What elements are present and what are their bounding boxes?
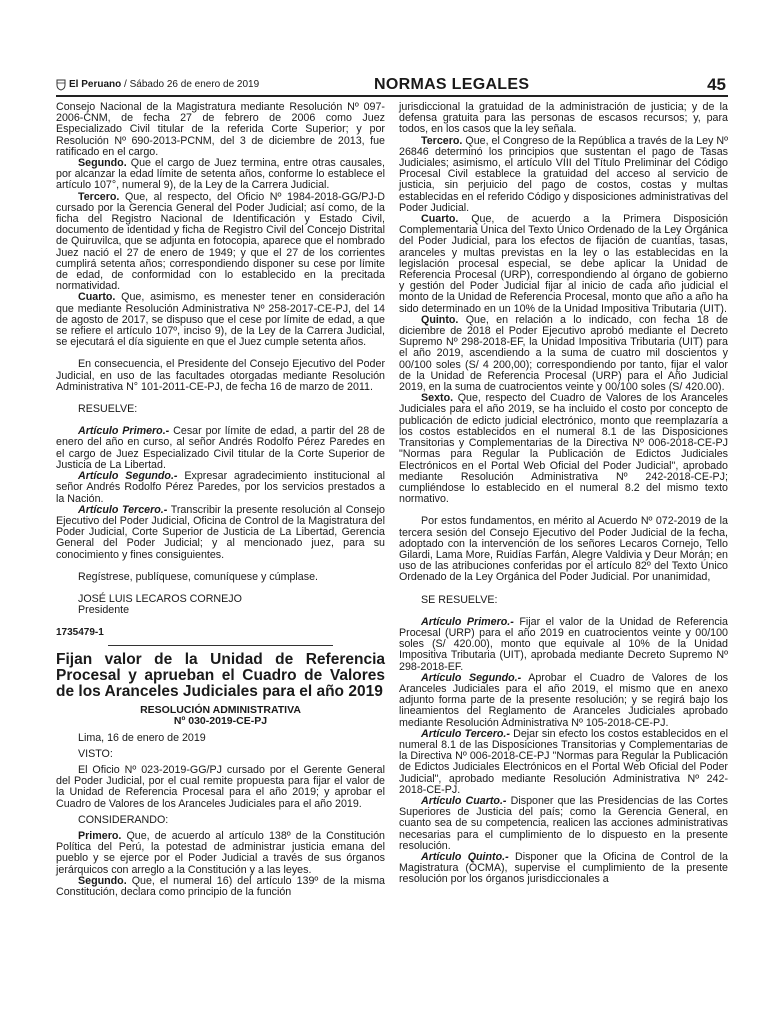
paragraph xyxy=(399,393,728,505)
resolution-type: RESOLUCIÓN ADMINISTRATIVA xyxy=(140,703,301,716)
lead-term: Tercero. xyxy=(78,190,120,203)
paragraph xyxy=(399,136,728,214)
lead-term: Cuarto. xyxy=(78,291,116,304)
article xyxy=(399,673,728,729)
se-resuelve-heading: SE RESUELVE: xyxy=(421,593,498,606)
article-text: Cesar por límite de edad, a partir del 28 de enero del año en curso, al señor Andrés Rodolfo Pérez Paredes en el cargo de Juez Especializado Civil titular de la Corte Superior de Justicia de La Libertad. xyxy=(56,425,385,471)
resolution-title: Fijan valor de la Unidad de Referencia Procesal y aprueban el Cuadro de Valores de los Aranceles Judiciales para el año 2019 xyxy=(56,650,385,700)
paragraph: Por estos fundamentos, en mérito al Acuerdo Nº 072-2019 de la tercera sesión del Consejo Ejecutivo del Poder Judicial de la fecha, adoptado con la intervención de los señores Lecaros Cornejo, Tello Gilardi, Lama More, Ruidías Farfán, Alegre Valdivia y Deur Morán; en uso de las atribuciones conferidas por el artículo 82º del Texto Único Ordenado de la Ley Orgánica del Poder Judicial. Por unanimidad, xyxy=(399,515,728,584)
reference-number: 1735479-1 xyxy=(56,627,104,639)
lead-term: Segundo. xyxy=(78,874,127,887)
closing-formula: Regístrese, publíquese, comuníquese y cúmplase. xyxy=(78,570,319,583)
paragraph xyxy=(56,158,385,192)
article-text: Disponer que la Oficina de Control de la Magistratura (OCMA), supervise el cumplimiento de la presente resolución por los órganos jurisdiccionales a xyxy=(399,851,728,886)
paragraph-text: Que, al respecto, del Oficio Nº 1984-2018-GG/PJ-D cursado por la Gerencia General del Poder Judicial; así como, de la ficha del Registro Nacional de Identificación y Estado Civil, documento de identidad y ficha de Registro Civil del Concejo Distrital de Quiruvilca, que se adjunta en fotocopia, aparece que el nombrado Juez nació el 27 de enero de 1949; y que el 27 de los corrientes cumplirá setenta años; correspondiendo disponer su cese por límite de edad, de conformidad con lo establecido en la precitada normatividad. xyxy=(56,190,385,293)
article-text: Dejar sin efecto los costos establecidos en el numeral 8.1 de las Disposiciones Transitorias y Complementarias de la Directiva Nº 006-2018-CE-PJ "Normas para Regular la Publicación de Edictos Judiciales Electrónicos en el Portal Web Oficial del Poder Judicial", aprobado mediante Resolución Administrativa Nº 242-2018-CE-PJ. xyxy=(399,727,728,796)
article-lead: Artículo Segundo.- xyxy=(421,671,522,684)
article xyxy=(399,617,728,673)
article-text: Aprobar el Cuadro de Valores de los Aranceles Judiciales para el año 2019, el mismo que en anexo adjunto forma parte de la presente resolución; y se regirá bajo los lineamientos del Reglamento de Aranceles Judiciales aprobado mediante Resolución Administrativa Nº 105-2018-CE-PJ. xyxy=(399,671,729,729)
lead-term: Tercero. xyxy=(421,134,463,147)
article-lead: Artículo Tercero.- xyxy=(421,727,510,740)
paragraph xyxy=(56,292,385,348)
page-header xyxy=(56,75,728,97)
lead-term: Quinto. xyxy=(421,313,459,326)
article-lead: Artículo Primero.- xyxy=(421,615,514,628)
paragraph xyxy=(56,876,385,898)
article-text: Fijar el valor de la Unidad de Referencia Procesal (URP) para el año 2019 en cuatrocientos veinte y 00/100 soles (S/ 420.00), monto que equivale al 10% de la Unidad Impositiva Tributaria (UIT), aprobada mediante Decreto Supremo Nº 298-2018-EF. xyxy=(399,615,728,673)
lead-term: Cuarto. xyxy=(421,213,459,226)
article-lead: Artículo Cuarto.- xyxy=(421,794,507,807)
paragraph-text: Que, en relación a lo indicado, con fecha 18 de diciembre de 2018 el Poder Ejecutivo aprobó mediante el Decreto Supremo Nº 298-2018-EF, la Unidad Impositiva Tributaria (UIT) para el año 2019, ascendiendo a la suma de cuatro mil doscientos y 00/100 soles (S/ 4 200,00); correspondiendo por tanto, fijar el valor de la Unidad de Referencia Procesal (URP) para el Año Judicial 2019, en la suma de cuatrocientos veinte y 00/100 soles (S/ 420.00). xyxy=(399,313,728,394)
article xyxy=(56,505,385,561)
paragraph: Consejo Nacional de la Magistratura mediante Resolución Nº 097-2006-CNM, de fecha 27 de febrero de 2006 como Juez Especializado Civil titular de la referida Corte Superior; y por Resolución Nº 690-2013-PCNM, del 3 de diciembre de 2013, fue ratificado en el cargo. xyxy=(56,101,385,158)
article-text: Disponer que las Presidencias de las Cortes Superiores de Justicia del país; como la Gerencia General, en cuanto sea de su competencia, realicen las acciones administrativas necesarias para el cumplimiento de lo dispuesto en la presente resolución. xyxy=(399,794,729,852)
lead-term: Sexto. xyxy=(421,392,454,405)
signer-name: JOSÉ LUIS LECAROS CORNEJO xyxy=(78,592,242,605)
paragraph-text: Que, de acuerdo al artículo 138º de la Constitución Política del Perú, la potestad de administrar justicia emana del pueblo y se ejerce por el Poder Judicial a través de sus órganos jerárquicos con arreglo a la Constitución y a las leyes. xyxy=(56,829,385,876)
article xyxy=(56,426,385,471)
paragraph: En consecuencia, el Presidente del Consejo Ejecutivo del Poder Judicial, en uso de las facultades otorgadas mediante Resolución Administrativa N° 101-2011-CE-PJ, de fecha 16 de marzo de 2011. xyxy=(56,358,385,393)
paragraph xyxy=(56,831,385,876)
article-text: Transcribir la presente resolución al Consejo Ejecutivo del Poder Judicial, Oficina de Control de la Magistratura del Poder Judicial, Corte Superior de Justicia de La Libertad, Gerencia General del Poder Judicial; y al mencionado juez, para su conocimiento y fines consiguientes. xyxy=(56,503,385,561)
paragraph-text: Que, de acuerdo a la Primera Disposición Complementaria Única del Texto Único Ordenado de la Ley Orgánica del Poder Judicial, para los efectos de fijación de cuantías, tasas, aranceles y multas previstas en la ley o las establecidas en la legislación procesal especial, se debe aplicar la Unidad de Referencia Procesal (URP), correspondiendo al órgano de gobierno y gestión del Poder Judicial fijar al inicio de cada año judicial el monto de la Unidad de Referencia Procesal, monto que año a año ha sido determinado en un 10% de la Unidad Impositiva Tributaria (UIT). xyxy=(399,213,728,315)
page-number: 45 xyxy=(707,75,726,94)
right-column xyxy=(399,102,728,886)
article-lead: Artículo Quinto.- xyxy=(421,851,509,863)
considerando-heading: CONSIDERANDO: xyxy=(78,813,169,826)
place-date: Lima, 16 de enero de 2019 xyxy=(78,731,206,744)
left-column xyxy=(56,102,385,898)
paragraph xyxy=(399,214,728,315)
article xyxy=(56,471,385,505)
paragraph: jurisdiccional la gratuidad de la administración de justicia; y de la defensa gratuita para las personas de escasos recursos; y, para todos, en los casos que la ley señala. xyxy=(399,101,728,136)
article-lead: Artículo Primero.- xyxy=(78,425,170,438)
divider xyxy=(108,645,333,646)
resolution-number: Nº 030-2019-CE-PJ xyxy=(173,715,268,728)
paragraph-text: Que el cargo de Juez termina, entre otras causales, por alcanzar la edad límite de setenta años, conforme lo establece el artículo 107°, numeral 9), de la Ley de la Carrera Judicial. xyxy=(56,157,385,192)
issue-date: Sábado 26 de enero de 2019 xyxy=(129,79,260,90)
section-title: NORMAS LEGALES xyxy=(374,76,530,93)
article xyxy=(399,796,728,852)
article-text: Expresar agradecimiento institucional al señor Andrés Rodolfo Pérez Paredes, por los servicios prestados a la Nación. xyxy=(56,470,385,505)
publication-date: El Peruano / Sábado 26 de enero de 2019 xyxy=(69,79,260,90)
signer-title: Presidente xyxy=(78,604,130,617)
publication-name: El Peruano xyxy=(69,79,122,90)
resuelve-heading: RESUELVE: xyxy=(78,403,138,416)
lead-term: Primero. xyxy=(78,829,122,842)
paragraph-text: Que, respecto del Cuadro de Valores de los Aranceles Judiciales para el año 2019, se ha incluido el costo por concepto de publicación de edicto judicial electrónico, monto que reemplazaría a los costos establecidos en el numeral 8.1 de las Disposiciones Transitorias y Complementarias de la Directiva Nº 006-2018-CE-PJ "Normas para Regular la Publicación de Edictos Judiciales Electrónicos en el Portal Web Oficial del Poder Judicial", aprobado mediante Resolución Administrativa Nº 242-2018-CE-PJ; cumpliéndose lo establecido en el numeral 8.2 del mismo texto normativo. xyxy=(399,392,728,506)
article-lead: Artículo Segundo.- xyxy=(78,470,178,483)
paragraph xyxy=(399,315,728,393)
article xyxy=(399,852,728,886)
paragraph-text: Que, asimismo, es menester tener en consideración que mediante Resolución Administrativa Nº 258-2017-CE-PJ, del 14 de agosto de 2017, se dispuso que el cese por límite de edad, a que se refiere el artículo 107º, inciso 9), de la Ley de la Carrera Judicial, se ejecutará el día siguiente en que el Juez cumple setenta años. xyxy=(56,291,385,349)
paragraph: El Oficio Nº 023-2019-GG/PJ cursado por el Gerente General del Poder Judicial, por el cual remite propuesta para fijar el valor de la Unidad de Referencia Procesal para el año 2019; y aprobar el Cuadro de Valores de los Aranceles Judiciales para el año 2019. xyxy=(56,763,385,810)
article xyxy=(399,729,728,796)
article-lead: Artículo Tercero.- xyxy=(78,503,168,516)
lead-term: Segundo. xyxy=(78,157,127,170)
paragraph-text: Que, el numeral 16) del artículo 139º de la misma Constitución, declara como principio de la función xyxy=(56,874,385,898)
coat-of-arms-icon xyxy=(56,79,66,91)
paragraph-text: Que, el Congreso de la República a través de la Ley Nº 26846 determinó los principios que sustentan el pago de Tasas Judiciales; asimismo, el artículo VIII del Título Preliminar del Código Procesal Civil establece la gratuidad del acceso al servicio de justicia, sin perjuicio del pago de costos, costas y multas establecidas en el referido Código y disposiciones administrativas del Poder Judicial. xyxy=(399,134,728,214)
paragraph xyxy=(56,192,385,293)
visto-heading: VISTO: xyxy=(78,747,113,760)
